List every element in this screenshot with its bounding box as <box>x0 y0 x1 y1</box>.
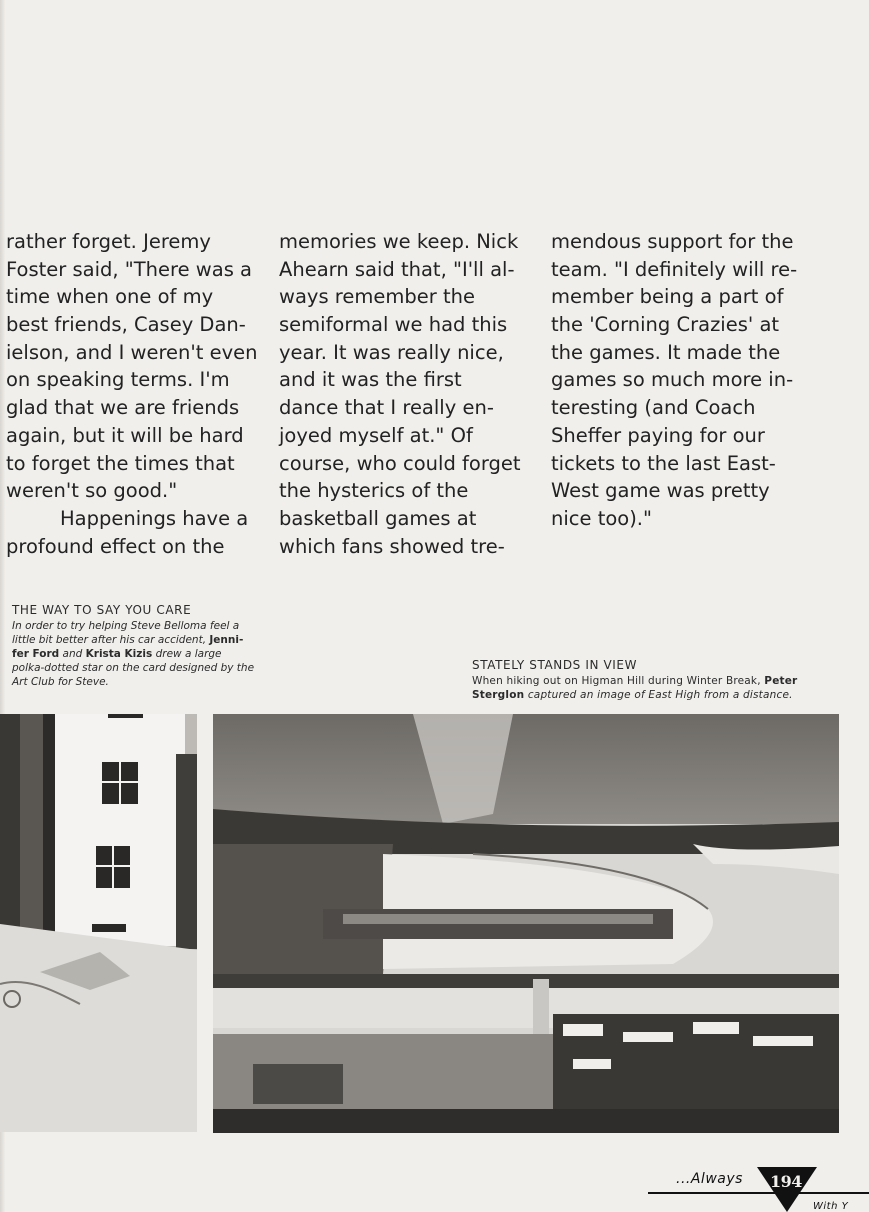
article-line: best friends, Casey Dan- <box>6 313 246 337</box>
article-line: games so much more in- <box>551 368 794 392</box>
article-line: Sheffer paying for our <box>551 423 765 447</box>
caption-line: polka-dotted star on the card designed by the <box>12 662 255 674</box>
article-line: on speaking terms. I'm <box>6 368 230 392</box>
article-column-3 <box>551 228 801 533</box>
photographer-name: Sterglon <box>472 689 525 701</box>
article-line: Ahearn said that, "I'll al- <box>279 257 515 281</box>
student-name: Jenni- <box>209 634 244 646</box>
caption-line: drew a large <box>152 648 222 660</box>
article-line: team. "I definitely will re- <box>551 257 798 281</box>
caption-line: captured an image of East High from a distance. <box>524 689 793 701</box>
article-line: teresting (and Coach <box>551 396 756 420</box>
caption-line: In order to try helping Steve Belloma feel a <box>12 620 240 632</box>
article-column-2 <box>279 228 529 560</box>
article-line: nice too)." <box>551 506 652 530</box>
article-line: tickets to the last East- <box>551 451 776 475</box>
page-number: 194 <box>770 1172 802 1191</box>
article-line: member being a part of <box>551 285 784 309</box>
photo-east-high-from-higman-hill <box>213 714 839 1133</box>
article-line: glad that we are friends <box>6 396 240 420</box>
article-line: profound effect on the <box>6 534 225 558</box>
student-name: Krista Kizis <box>85 648 153 660</box>
photographer-name: Peter <box>764 675 798 687</box>
article-line: ways remember the <box>279 285 475 309</box>
photo-caption-right <box>472 658 852 702</box>
article-line: the 'Corning Crazies' at <box>551 313 780 337</box>
caption-line: and <box>59 648 86 660</box>
article-line: semiformal we had this <box>279 313 508 337</box>
faded-print-through <box>170 40 730 150</box>
photo-caption-left <box>12 603 312 689</box>
article-line: time when one of my <box>6 285 214 309</box>
caption-line: little bit better after his car accident, <box>12 634 210 646</box>
article-line: the hysterics of the <box>279 479 469 503</box>
article-line: again, but it will be hard <box>6 423 244 447</box>
caption-text <box>472 674 852 702</box>
article-line: year. It was really nice, <box>279 340 504 364</box>
caption-title: STATELY STANDS IN VIEW <box>472 658 638 672</box>
article-line: joyed myself at." Of <box>279 423 473 447</box>
article-line: course, who could forget <box>279 451 521 475</box>
article-column-1 <box>6 228 264 560</box>
article-line: ielson, and I weren't even <box>6 340 258 364</box>
section-label: ...Always <box>676 1171 743 1187</box>
article-line: basketball games at <box>279 506 477 530</box>
article-line: weren't so good." <box>6 479 178 503</box>
caption-text <box>12 619 312 689</box>
photo-art-club-card <box>0 714 197 1132</box>
article-line: memories we keep. Nick <box>279 230 519 253</box>
student-name: fer Ford <box>12 648 60 660</box>
caption-line: When hiking out on Higman Hill during Winter Break, <box>472 675 765 687</box>
next-page-tab: With Y <box>813 1201 849 1212</box>
article-line: which fans showed tre- <box>279 534 505 558</box>
article-line: and it was the first <box>279 368 462 392</box>
article-line: Happenings have a <box>60 506 249 530</box>
article-line: dance that I really en- <box>279 396 494 420</box>
caption-title: THE WAY TO SAY YOU CARE <box>12 603 192 617</box>
article-line: rather forget. Jeremy <box>6 230 211 253</box>
article-line: Foster said, "There was a <box>6 257 252 281</box>
caption-line: Art Club for Steve. <box>12 676 109 688</box>
article-line: to forget the times that <box>6 451 235 475</box>
article-line: mendous support for the <box>551 230 794 253</box>
article-line: West game was pretty <box>551 479 770 503</box>
article-line: the games. It made the <box>551 340 781 364</box>
